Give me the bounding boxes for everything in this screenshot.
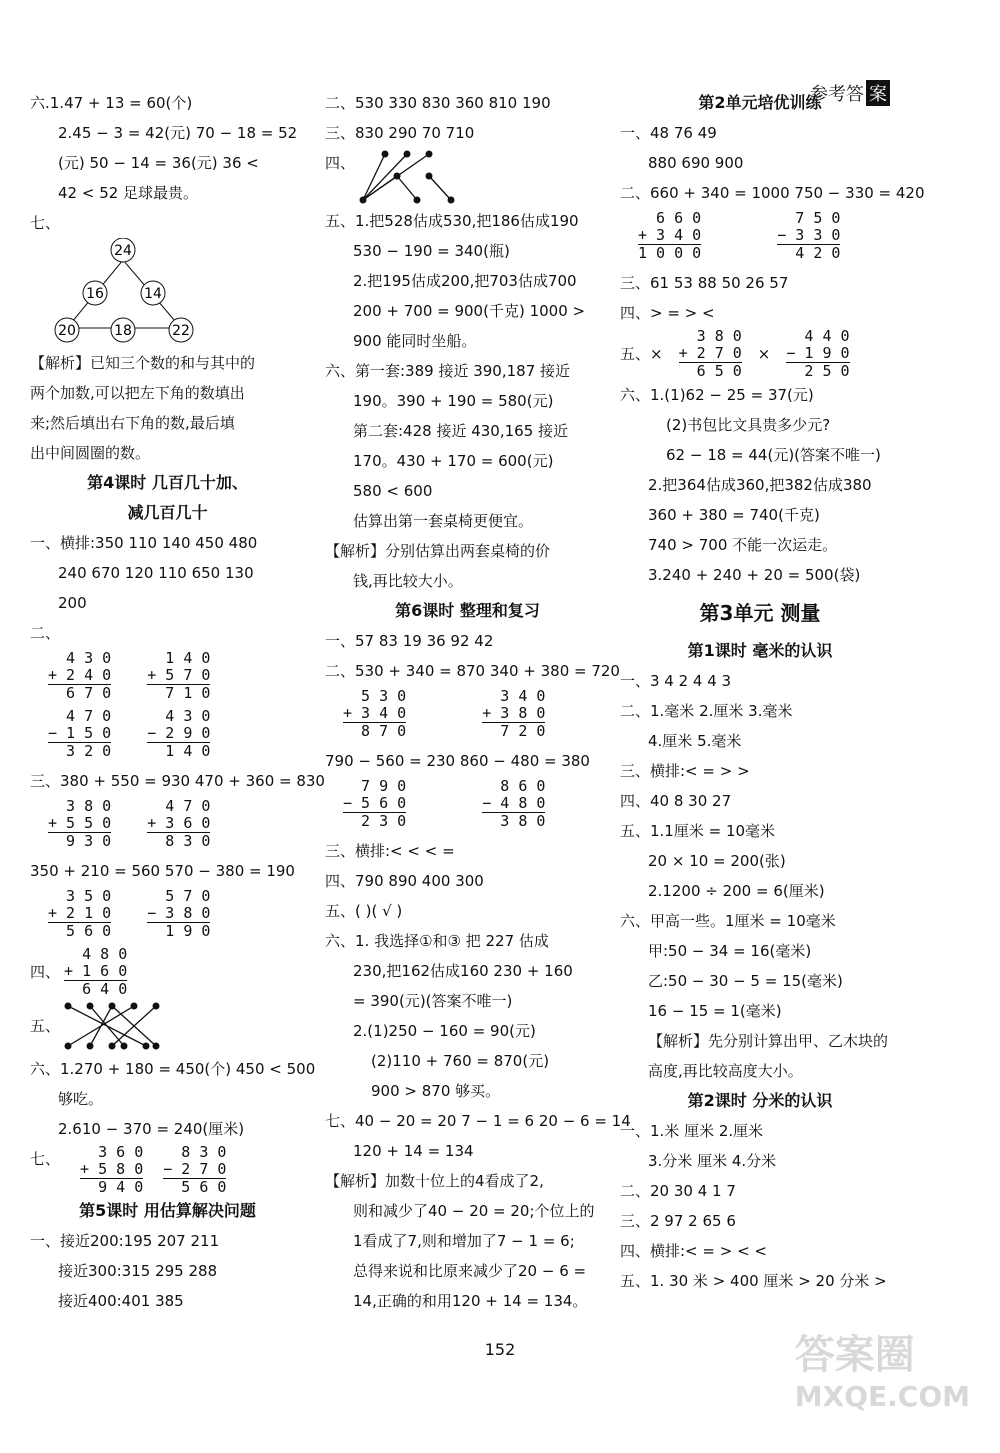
analysis-line: 【解析】加数十位上的4看成了2, [325, 1172, 544, 1190]
vertical-calc: 5 7 0 − 3 8 0 1 9 0 [147, 887, 211, 940]
text-line: 六、1.(1)62 − 25 = 37(元) [620, 386, 814, 404]
text-line: 2.1200 ÷ 200 = 6(厘米) [648, 882, 825, 900]
text-line: 六、第一套:389 接近 390,187 接近 [325, 362, 571, 380]
text-line: 乙:50 − 30 − 5 = 15(毫米) [648, 972, 843, 990]
vertical-calc: 3 6 0 + 5 8 0 9 4 0 [80, 1143, 144, 1196]
vertical-calc-row [30, 708, 305, 760]
text-line: 六、甲高一些。1厘米 = 10毫米 [620, 912, 836, 930]
text-line: 二、660 + 340 = 1000 750 − 330 = 420 [620, 184, 925, 202]
text-line: 接近300:315 295 288 [58, 1262, 218, 1280]
text-line: 一、接近200:195 207 211 [30, 1232, 220, 1250]
tri-top: 24 [114, 243, 132, 259]
analysis-line: 钱,再比较大小。 [353, 572, 463, 590]
text-line: 三、380 + 550 = 930 470 + 360 = 830 [30, 772, 325, 790]
text-line: 三、61 53 88 50 26 57 [620, 274, 789, 292]
text-line: 二、20 30 4 1 7 [620, 1182, 736, 1200]
item-5 [620, 328, 900, 380]
vertical-calc-row [325, 688, 610, 740]
text-line: 580 < 600 [353, 482, 433, 500]
text-line: 62 − 18 = 44(元)(答案不唯一) [666, 446, 881, 464]
item-7 [30, 1144, 305, 1196]
analysis-line: 14,正确的和用120 + 14 = 134。 [353, 1292, 588, 1310]
vertical-calc-row [325, 778, 610, 830]
text-line: 880 690 900 [648, 154, 744, 172]
text-line: 240 670 120 110 650 130 [58, 564, 254, 582]
watermark-bottom: MXQE.COM [794, 1380, 970, 1413]
analysis-line: 【解析】先分别计算出甲、乙木块的 [648, 1032, 889, 1050]
text-line: 六.1.47 + 13 = 60(个) [30, 94, 193, 112]
vertical-calc: 4 3 0 + 2 4 0 6 7 0 [48, 649, 112, 702]
text-line: 2.45 − 3 = 42(元) 70 − 18 = 52 [58, 124, 298, 142]
tri-bm: 18 [114, 323, 132, 339]
vertical-calc: 3 8 0 + 2 7 0 6 5 0 [678, 327, 742, 380]
tri-ml: 16 [86, 286, 104, 302]
matching-lines-diagram [355, 148, 465, 206]
vertical-calc: 3 8 0 + 5 5 0 9 3 0 [48, 797, 112, 850]
text-line: 740 > 700 不能一次运走。 [648, 536, 838, 554]
text-line: 4.厘米 5.毫米 [648, 732, 742, 750]
column-3 [620, 88, 925, 1296]
text-line: 七、 [30, 1150, 61, 1168]
header-text: 参考答 [810, 84, 864, 105]
text-line: 200 + 700 = 900(千克) 1000 > [353, 302, 586, 320]
matching-lines-diagram [60, 998, 170, 1054]
vertical-calc: 3 4 0 + 3 8 0 7 2 0 [482, 687, 546, 740]
text-line: 五、 [30, 1017, 61, 1035]
item-5 [30, 998, 305, 1054]
vertical-calc: 4 3 0 − 2 9 0 1 4 0 [147, 707, 211, 760]
text-line: 230,把162估成160 230 + 160 [353, 962, 573, 980]
text-line: = 390(元)(答案不唯一) [353, 992, 513, 1010]
text-line: 2.(1)250 − 160 = 90(元) [353, 1022, 536, 1040]
column-2 [325, 88, 631, 1316]
vertical-calc: 4 7 0 + 3 6 0 8 3 0 [147, 797, 211, 850]
text-line: 530 − 190 = 340(瓶) [353, 242, 510, 260]
vertical-calc-row [620, 210, 900, 262]
text-line: 一、57 83 19 36 92 42 [325, 632, 494, 650]
text-line: 五、× [620, 345, 663, 363]
analysis-line: 1看成了7,则和增加了7 − 1 = 6; [353, 1232, 575, 1250]
unit-heading: 第3单元 测量 [699, 601, 821, 625]
text-line: 估算出第一套桌椅更便宜。 [353, 512, 534, 530]
text-line: 360 + 380 = 740(千克) [648, 506, 820, 524]
analysis-line: 高度,再比较高度大小。 [648, 1062, 803, 1080]
text-line: 二、1.毫米 2.厘米 3.毫米 [620, 702, 793, 720]
text-line: 2.把195估成200,把703估成700 [353, 272, 577, 290]
analysis-line: 来;然后填出右下角的数,最后填 [30, 414, 235, 432]
text-line: 42 < 52 足球最贵。 [58, 184, 199, 202]
analysis-line: 两个加数,可以把左下角的数填出 [30, 384, 245, 402]
text-line: 甲:50 − 34 = 16(毫米) [648, 942, 812, 960]
tri-mr: 14 [144, 286, 162, 302]
text-line: 五、( )( √ ) [325, 902, 403, 920]
text-line: 二、 [30, 624, 61, 642]
text-line: 20 × 10 = 200(张) [648, 852, 786, 870]
text-line: 三、横排:< = > > [620, 762, 750, 780]
text-line: 三、830 290 70 710 [325, 124, 475, 142]
text-line: 一、横排:350 110 140 450 480 [30, 534, 258, 552]
header-box: 案 [866, 80, 890, 106]
analysis-line: 出中间圆圈的数。 [30, 444, 151, 462]
text-line: 3.240 + 240 + 20 = 500(袋) [648, 566, 861, 584]
text-line: 六、1.270 + 180 = 450(个) 450 < 500 [30, 1060, 316, 1078]
column-1 [30, 88, 325, 1316]
section-heading: 第6课时 整理和复习 [395, 601, 540, 620]
text-line: (2)书包比文具贵多少元? [666, 416, 831, 434]
section-heading: 第2单元培优训练 [698, 93, 822, 112]
watermark-top: 答案圈 [794, 1332, 915, 1378]
section-heading: 第1课时 毫米的认识 [687, 641, 833, 660]
triangle-diagram [30, 238, 250, 348]
text-line: 三、2 97 2 65 6 [620, 1212, 736, 1230]
vertical-calc: 3 5 0 + 2 1 0 5 6 0 [48, 887, 112, 940]
vertical-calc: 4 8 0 + 1 6 0 6 4 0 [64, 945, 128, 998]
text-line: 六、1. 我选择①和③ 把 227 估成 [325, 932, 549, 950]
text-line: 四、 [30, 963, 61, 981]
section-heading: 减几百几十 [127, 503, 208, 522]
text-line: 二、530 + 340 = 870 340 + 380 = 720 [325, 662, 620, 680]
vertical-calc: 8 3 0 − 2 7 0 5 6 0 [163, 1143, 227, 1196]
text-line: 900 > 870 够买。 [371, 1082, 501, 1100]
analysis-line: 【解析】分别估算出两套桌椅的价 [325, 542, 551, 560]
text-line: 接近400:401 385 [58, 1292, 184, 1310]
item-4 [30, 946, 305, 998]
text-line: × [757, 345, 771, 363]
vertical-calc: 6 6 0 + 3 4 0 1 0 0 0 [638, 209, 702, 262]
vertical-calc-row [30, 888, 305, 940]
vertical-calc: 4 7 0 − 1 5 0 3 2 0 [48, 707, 112, 760]
vertical-calc: 1 4 0 + 5 7 0 7 1 0 [147, 649, 211, 702]
vertical-calc-row [30, 650, 305, 702]
text-line: 170。430 + 170 = 600(元) [353, 452, 554, 470]
vertical-calc: 8 6 0 − 4 8 0 3 8 0 [482, 777, 546, 830]
text-line: 一、48 76 49 [620, 124, 717, 142]
text-line: 五、1.1厘米 = 10毫米 [620, 822, 776, 840]
analysis-line: 总得来说和比原来减少了20 − 6 = [353, 1262, 587, 1280]
text-line: 第二套:428 接近 430,165 接近 [353, 422, 569, 440]
text-line: 2.610 − 370 = 240(厘米) [58, 1120, 245, 1138]
text-line: 16 − 15 = 1(毫米) [648, 1002, 782, 1020]
text-line: 五、1. 30 米 > 400 厘米 > 20 分米 > [620, 1272, 887, 1290]
text-line: 七、40 − 20 = 20 7 − 1 = 6 20 − 6 = 14 [325, 1112, 631, 1130]
text-line: 四、790 890 400 300 [325, 872, 484, 890]
vertical-calc: 5 3 0 + 3 4 0 8 7 0 [343, 687, 407, 740]
text-line: (2)110 + 760 = 870(元) [371, 1052, 550, 1070]
section-heading: 第4课时 几百几十加、 [87, 473, 248, 492]
page-number: 152 [484, 1340, 516, 1359]
tri-bl: 20 [58, 323, 76, 339]
text-line: 够吃。 [58, 1090, 104, 1108]
text-line: 200 [58, 594, 87, 612]
vertical-calc: 7 9 0 − 5 6 0 2 3 0 [343, 777, 407, 830]
analysis-line: 【解析】已知三个数的和与其中的 [30, 354, 256, 372]
analysis-line: 则和减少了40 − 20 = 20;个位上的 [353, 1202, 595, 1220]
vertical-calc: 4 4 0 − 1 9 0 2 5 0 [786, 327, 850, 380]
text-line: 五、1.把528估成530,把186估成190 [325, 212, 579, 230]
text-line: 四、40 8 30 27 [620, 792, 732, 810]
text-line: (元) 50 − 14 = 36(元) 36 < [58, 154, 259, 172]
text-line: 一、3 4 2 4 4 3 [620, 672, 732, 690]
text-line: 120 + 14 = 134 [353, 1142, 474, 1160]
tri-br: 22 [172, 323, 190, 339]
text-line: 3.分米 厘米 4.分米 [648, 1152, 777, 1170]
text-line: 350 + 210 = 560 570 − 380 = 190 [30, 862, 295, 880]
item-4 [325, 148, 610, 206]
text-line: 四、> = > < [620, 304, 715, 322]
vertical-calc: 7 5 0 − 3 3 0 4 2 0 [777, 209, 841, 262]
text-line: 三、横排:< < < = [325, 842, 455, 860]
vertical-calc-row [30, 798, 305, 850]
section-heading: 第5课时 用估算解决问题 [79, 1201, 256, 1220]
text-line: 790 − 560 = 230 860 − 480 = 380 [325, 752, 590, 770]
text-line: 2.把364估成360,把382估成380 [648, 476, 872, 494]
text-line: 190。390 + 190 = 580(元) [353, 392, 554, 410]
text-line: 四、横排:< = > < < [620, 1242, 767, 1260]
text-line: 七、 [30, 214, 61, 232]
text-line: 一、1.米 厘米 2.厘米 [620, 1122, 764, 1140]
section-heading: 第2课时 分米的认识 [687, 1091, 833, 1110]
text-line: 二、530 330 830 360 810 190 [325, 94, 551, 112]
text-line: 四、 [325, 154, 356, 172]
text-line: 900 能同时坐船。 [353, 332, 477, 350]
watermark [795, 1323, 970, 1413]
